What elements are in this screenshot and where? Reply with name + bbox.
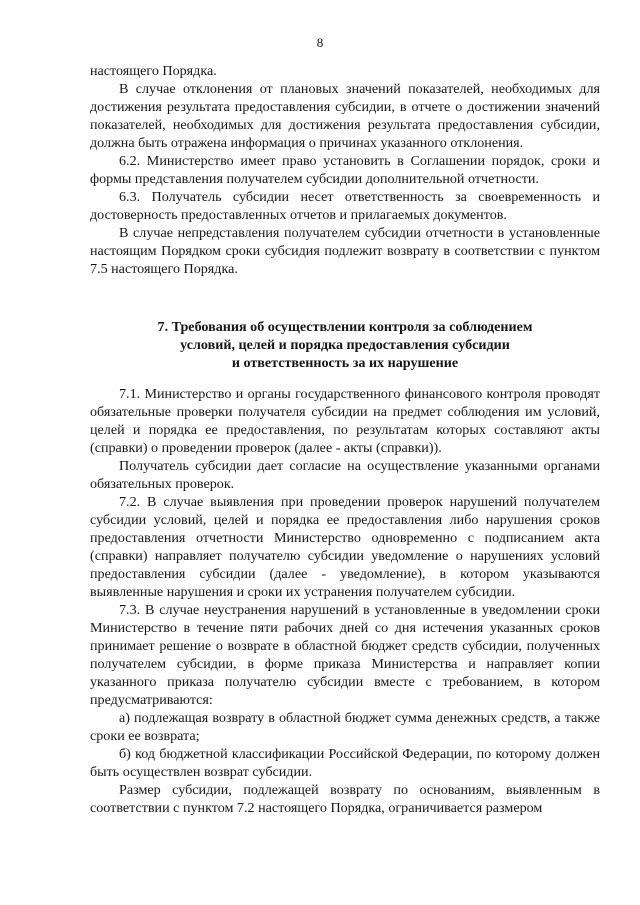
- paragraph: 6.2. Министерство имеет право установить в Соглашении порядок, сроки и формы представления получателем субсидии дополнительной отчетности.: [90, 153, 600, 187]
- body-text-top: [90, 62, 600, 278]
- paragraph: Размер субсидии, подлежащей возврату по основаниям, выявленным в соответствии с пунктом 7.2 настоящего Порядка, ограничивается размером: [90, 782, 600, 816]
- paragraph: В случае непредставления получателем субсидии отчетности в установленные настоящим Порядком сроки субсидия подлежит возврату в соответствии с пунктом 7.5 настоящего Порядка.: [90, 225, 600, 277]
- paragraph: Получатель субсидии дает согласие на осуществление указанными органами обязательных проверок.: [90, 458, 600, 492]
- section-heading: [90, 318, 600, 372]
- paragraph: б) код бюджетной классификации Российской Федерации, по которому должен быть осуществлен возврат субсидии.: [90, 746, 600, 780]
- paragraph: 7.2. В случае выявления при проведении проверок нарушений получателем субсидии условий, целей и порядка ее предоставления либо нарушения сроков предоставления отчетности Министерство одновременно с подписанием акта (справки) направляет получателю субсидии уведомление о нарушениях условий предоставления субсидии (далее - уведомление), в котором указываются выявленные нарушения и сроки их устранения получателем субсидии.: [90, 494, 600, 600]
- page-number: 8: [316, 35, 324, 50]
- paragraph: В случае отклонения от плановых значений показателей, необходимых для достижения результата предоставления субсидии, в отчете о достижении значений показателей, необходимых для достижения результата предоставления субсидии, должна быть отражена информация о причинах указанного отклонения.: [90, 81, 600, 151]
- paragraph: 7.3. В случае неустранения нарушений в установленные в уведомлении сроки Министерство в течение пяти рабочих дней со дня истечения указанных сроков принимает решение о возврате в областной бюджет средств субсидии, полученных получателем субсидии, в форме приказа Министерства и направляет копии указанного приказа получателю субсидии вместе с требованием, в котором предусматриваются:: [90, 602, 600, 708]
- section-heading-line: 7. Требования об осуществлении контроля за соблюдением: [157, 319, 533, 335]
- paragraph: 6.3. Получатель субсидии несет ответственность за своевременность и достоверность предоставленных отчетов и прилагаемых документов.: [90, 189, 600, 223]
- paragraph: а) подлежащая возврату в областной бюджет сумма денежных средств, а также сроки ее возврата;: [90, 710, 600, 744]
- paragraph: настоящего Порядка.: [90, 63, 217, 79]
- paragraph: 7.1. Министерство и органы государственного финансового контроля проводят обязательные проверки получателя субсидии на предмет соблюдения им условий, целей и порядка ее предоставления, по результатам которых составляют акты (справки) о проведении проверок (далее - акты (справки)).: [90, 386, 600, 456]
- section-heading-line: условий, целей и порядка предоставления субсидии: [180, 337, 510, 353]
- body-text-bottom: [90, 385, 600, 817]
- section-heading-line: и ответственность за их нарушение: [231, 355, 459, 371]
